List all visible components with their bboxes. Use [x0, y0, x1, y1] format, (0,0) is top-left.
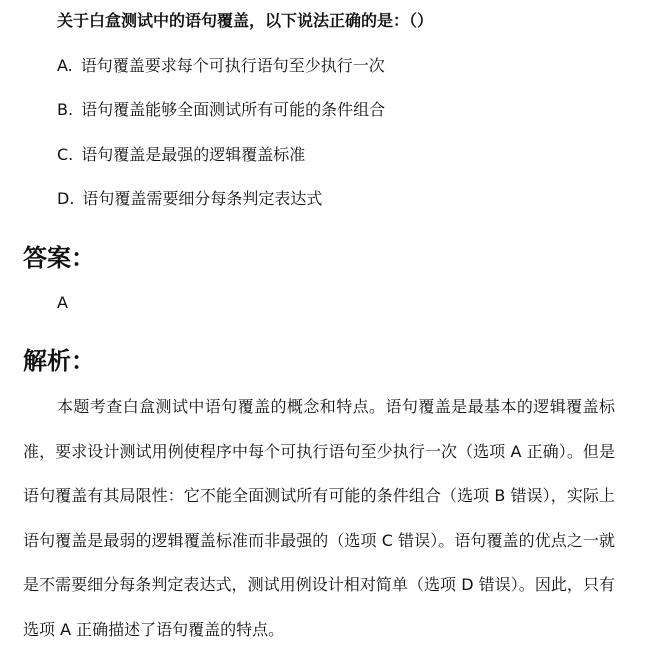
option-d [57, 187, 617, 211]
option-a-letter: A. [57, 56, 73, 75]
analysis-paragraph: 本题考查白盒测试中语句覆盖的概念和特点。语句覆盖是最基本的逻辑覆盖标准，要求设计测试用例使程序中每个可执行语句至少执行一次（选项 A 正确）。但是语句覆盖有其局限性：它不能全面测试所有可能的条件组合（选项 B 错误），实际上语句覆盖是最弱的逻辑覆盖标准而非最强的（选项 C 错误）。语句覆盖的优点之一就是不需要细分每条判定表达式，测试用例设计相对简单（选项 D 错误）。因此，只有选项 A 正确描述了语句覆盖的特点。 [23, 397, 615, 639]
answer-heading: 答案： [23, 244, 95, 272]
answer-value: A [57, 293, 68, 312]
option-c-letter: C. [57, 145, 74, 164]
option-a-text: 语句覆盖要求每个可执行语句至少执行一次 [80, 56, 385, 75]
analysis-heading: 解析： [23, 347, 95, 375]
option-b-letter: B. [57, 100, 74, 119]
option-b-text: 语句覆盖能够全面测试所有可能的条件组合 [81, 100, 386, 119]
option-a [57, 54, 617, 78]
option-b [57, 98, 617, 122]
option-d-letter: D. [57, 189, 75, 208]
option-c [57, 143, 617, 167]
option-d-text: 语句覆盖需要细分每条判定表达式 [82, 189, 323, 208]
option-c-text: 语句覆盖是最强的逻辑覆盖标准 [81, 145, 306, 164]
question-stem: 关于白盒测试中的语句覆盖，以下说法正确的是：（） [57, 11, 434, 30]
